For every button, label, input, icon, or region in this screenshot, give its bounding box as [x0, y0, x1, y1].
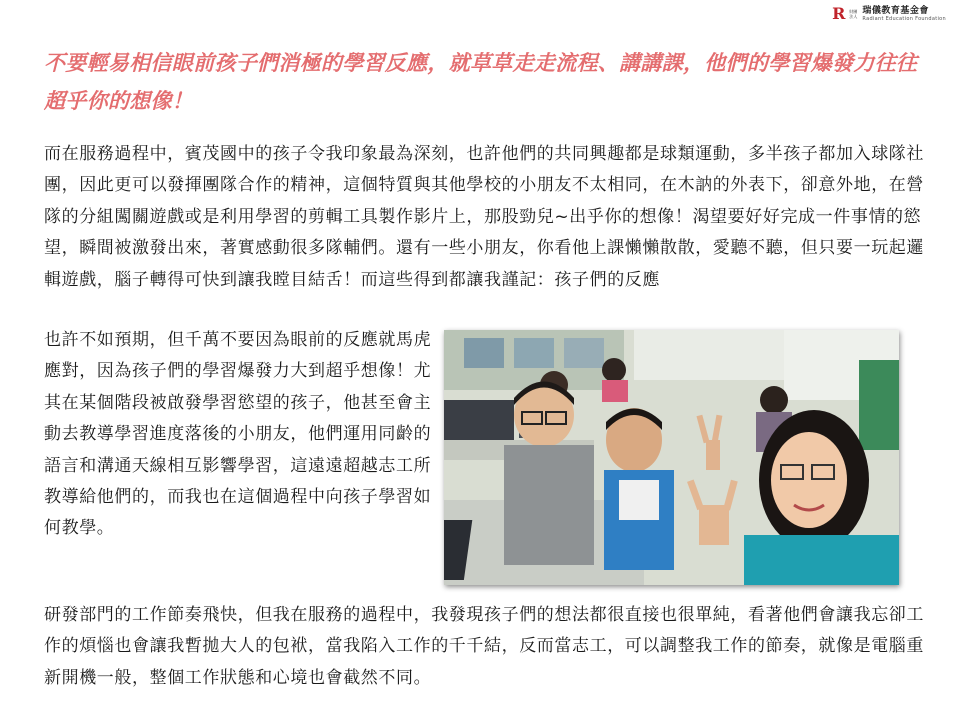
- foundation-logo: [832, 6, 946, 22]
- body-paragraph-1: 而在服務過程中，賓茂國中的孩子令我印象最為深刻，也許他們的共同興趣都是球類運動，多半孩子都加入球隊社團，因此更可以發揮團隊合作的精神，這個特質與其他學校的小朋友不太相同，在木訥的外表下，卻意外地，在營隊的分組闖關遊戲或是利用學習的剪輯工具製作影片上，那股勁兒~出乎你的想像！渴望要好好完成一件事情的慾望，瞬間被激發出來，著實感動很多隊輔們。還有一些小朋友，你看他上課懶懶散散，愛聽不聽，但只要一玩起邏輯遊戲，腦子轉得可快到讓我瞠目結舌！而這些得到都讓我謹記：孩子們的反應: [44, 144, 924, 290]
- logo-small-text: 財團法人: [849, 9, 858, 19]
- classroom-photo: [444, 330, 899, 585]
- logo-name-cn: 瑞儀教育基金會: [862, 6, 929, 16]
- logo-mark: R: [832, 4, 846, 23]
- classroom-photo-illustration: [444, 330, 899, 585]
- logo-text: [862, 6, 946, 22]
- page-headline: 不要輕易相信眼前孩子們消極的學習反應，就草草走走流程、講講課，他們的學習爆發力往往超乎你的想像！: [44, 51, 918, 113]
- body-paragraph-3: 研發部門的工作節奏飛快，但我在服務的過程中，我發現孩子們的想法都很直接也很單純，看著他們會讓我忘卻工作的煩惱也會讓我暫拋大人的包袱，當我陷入工作的千千結，反而當志工，可以調整我工作的節奏，就像是電腦重新開機一般，整個工作狀態和心境也會截然不同。: [44, 605, 924, 688]
- logo-name-en: Radiant Education Foundation: [862, 16, 946, 22]
- body-paragraph-2: 也許不如預期，但千萬不要因為眼前的反應就馬虎應對，因為孩子們的學習爆發力大到超乎想像！尤其在某個階段被啟發學習慾望的孩子，他甚至會主動去教導學習進度落後的小朋友，他們運用同齡的語言和溝通天線相互影響學習，這遠遠超越志工所教導給他們的，而我也在這個過程中向孩子學習如何教學。: [44, 330, 432, 539]
